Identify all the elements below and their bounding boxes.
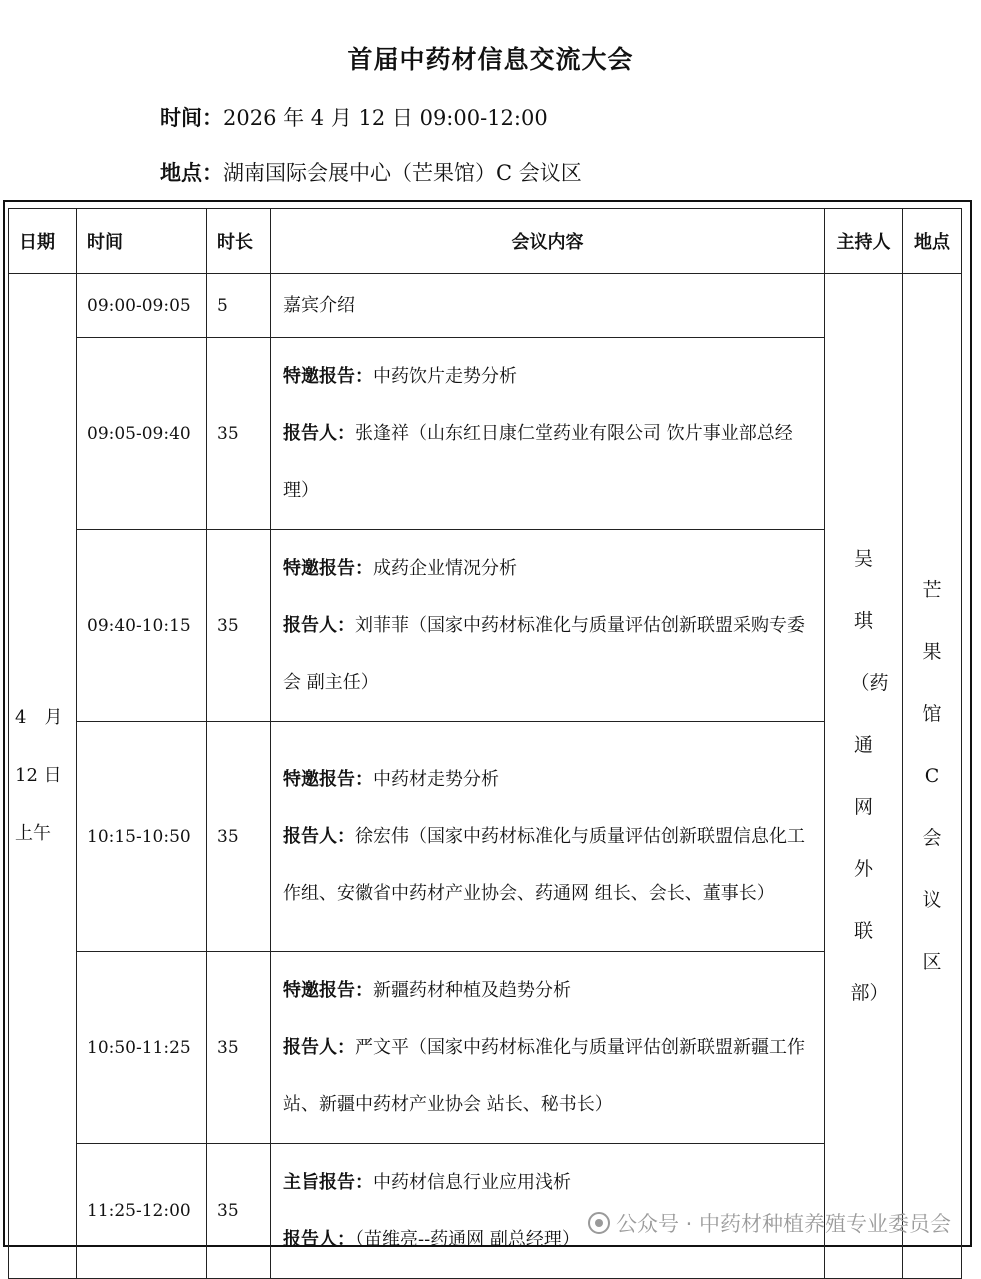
report-line: [283, 348, 814, 405]
speaker-line: [283, 808, 814, 922]
wechat-account-icon: [588, 1212, 610, 1234]
row-content: [271, 952, 825, 1144]
row-content: [271, 722, 825, 952]
meeting-time: [160, 102, 548, 132]
row-content: 嘉宾介绍: [271, 274, 825, 338]
speaker-label: 报告人：: [283, 615, 355, 636]
date-cell: [9, 274, 77, 1279]
report-line: [283, 751, 814, 808]
host-cell: [825, 274, 903, 1279]
table-row: [9, 952, 962, 1144]
header-host: 主持人: [825, 209, 903, 274]
row-duration: 35: [207, 338, 271, 530]
speaker-label: 报告人：: [283, 1229, 355, 1250]
report-title: 新疆药材种植及趋势分析: [373, 980, 571, 1001]
speaker-label: 报告人：: [283, 423, 355, 444]
header-content: 会议内容: [271, 209, 825, 274]
table-row: [9, 722, 962, 952]
schedule-table: [8, 208, 962, 1279]
header-date: 日期: [9, 209, 77, 274]
meeting-place: [160, 157, 582, 187]
row-time: 10:15-10:50: [77, 722, 207, 952]
report-line: [283, 1154, 814, 1211]
table-header-row: [9, 209, 962, 274]
page-title: 首届中药材信息交流大会: [347, 45, 634, 74]
row-content: [271, 338, 825, 530]
place-value: 湖南国际会展中心（芒果馆）C 会议区: [223, 161, 582, 185]
time-value: 2026 年 4 月 12 日 09:00-12:00: [223, 106, 548, 130]
place-label: 地点：: [160, 161, 223, 185]
row-time: 09:05-09:40: [77, 338, 207, 530]
speaker-text: 刘菲菲（国家中药材标准化与质量评估创新联盟采购专委会 副主任）: [283, 615, 805, 693]
report-title: 中药材走势分析: [373, 769, 499, 790]
report-label: 特邀报告：: [283, 366, 373, 387]
report-label: 特邀报告：: [283, 769, 373, 790]
header-duration: 时长: [207, 209, 271, 274]
table-row: [9, 530, 962, 722]
row-duration: 35: [207, 1144, 271, 1279]
report-title: 成药企业情况分析: [373, 558, 517, 579]
speaker-label: 报告人：: [283, 1037, 355, 1058]
speaker-label: 报告人：: [283, 826, 355, 847]
report-label: 特邀报告：: [283, 558, 373, 579]
speaker-line: [283, 1019, 814, 1133]
report-label: 主旨报告：: [283, 1172, 373, 1193]
table-row: [9, 338, 962, 530]
row-duration: 35: [207, 952, 271, 1144]
row-duration: 5: [207, 274, 271, 338]
place-cell: [903, 274, 962, 1279]
row-content: [271, 530, 825, 722]
host-name: 吴琪（药通网外联部）: [850, 548, 889, 1004]
header-place: 地点: [903, 209, 962, 274]
report-label: 特邀报告：: [283, 980, 373, 1001]
watermark-text: 公众号 · 中药材种植养殖专业委员会: [615, 1212, 951, 1236]
row-time: 09:40-10:15: [77, 530, 207, 722]
speaker-text: （苗维亮--药通网 副总经理）: [355, 1229, 580, 1250]
row-time: 09:00-09:05: [77, 274, 207, 338]
watermark: [588, 1208, 951, 1238]
date-day: 12 日: [15, 765, 62, 786]
report-title: 中药饮片走势分析: [373, 366, 517, 387]
report-title: 中药材信息行业应用浅析: [373, 1172, 571, 1193]
report-line: [283, 540, 814, 597]
date-period: 上午: [15, 823, 51, 844]
report-line: [283, 962, 814, 1019]
speaker-line: [283, 597, 814, 711]
row-time: 10:50-11:25: [77, 952, 207, 1144]
speaker-text: 严文平（国家中药材标准化与质量评估创新联盟新疆工作站、新疆中药材产业协会 站长、秘书长）: [283, 1037, 805, 1115]
row-duration: 35: [207, 722, 271, 952]
place-name: 芒果馆C会议区: [922, 579, 942, 973]
header-time: 时间: [77, 209, 207, 274]
table-row: [9, 274, 962, 338]
speaker-text: 徐宏伟（国家中药材标准化与质量评估创新联盟信息化工作组、安徽省中药材产业协会、药通网 组长、会长、董事长）: [283, 826, 805, 904]
date-month: 4 月: [15, 707, 63, 728]
row-duration: 35: [207, 530, 271, 722]
row-time: 11:25-12:00: [77, 1144, 207, 1279]
speaker-line: [283, 405, 814, 519]
speaker-text: 张逢祥（山东红日康仁堂药业有限公司 饮片事业部总经理）: [283, 423, 793, 501]
time-label: 时间：: [160, 106, 223, 130]
